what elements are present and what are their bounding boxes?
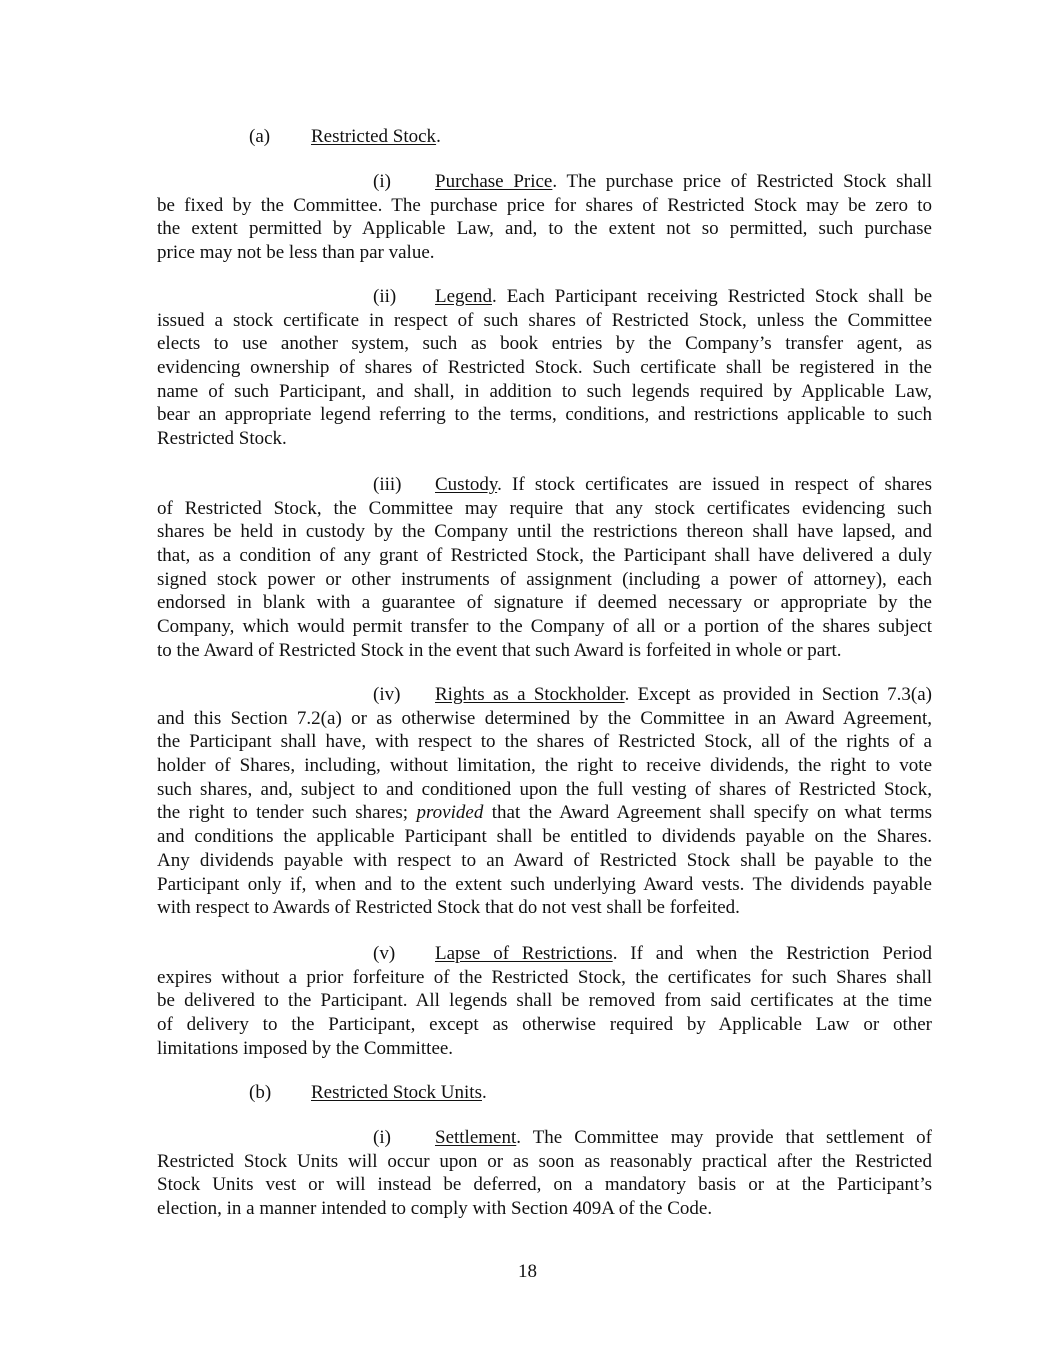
paragraph-settlement [157,1126,932,1221]
paragraph-heading: Settlement [435,1127,517,1148]
paragraph-legend [157,285,932,451]
first-line [157,285,932,309]
text-segment: that the Award Agreement shall specify on what terms [483,802,933,824]
text-line: with respect to Awards of Restricted Stock that do not vest shall be forfeited. [157,897,740,919]
text-line: such shares, and, subject to and conditioned upon the full vesting of shares of Restricted Stock, [157,778,932,800]
section-title: Restricted Stock [311,126,437,147]
paragraph-text: . The Committee may provide that settlement of [516,1127,932,1148]
paragraph-number: (iv) [373,684,401,705]
text-line: bear an appropriate legend referring to the terms, conditions, and restrictions applicable to such [157,404,932,426]
section-b-heading [249,1081,487,1105]
section-number: (a) [249,126,271,147]
paragraph-purchase-price [157,170,932,265]
text-line: elects to use another system, such as book entries by the Company’s transfer agent, as [157,333,932,355]
text-line: Participant only if, when and to the extent such underlying Award vests. The dividends payable [157,873,932,895]
text-line: holder of Shares, including, without limitation, the right to receive dividends, the right to vote [157,755,932,777]
text-line: issued a stock certificate in respect of such shares of Restricted Stock, unless the Committee [157,309,932,331]
section-number: (b) [249,1082,272,1103]
paragraph-heading: Purchase Price [435,171,553,192]
text-line: name of such Participant, and shall, in addition to such legends required by Applicable Law, [157,380,932,402]
text-line: of Restricted Stock, the Committee may require that any stock certificates evidencing such [157,497,932,519]
paragraph-number: (ii) [373,286,397,307]
text-line: to the Award of Restricted Stock in the event that such Award is forfeited in whole or part. [157,639,842,661]
paragraph-custody [157,473,932,663]
italic-text: provided [416,802,484,824]
paragraph-text: . If stock certificates are issued in respect of shares [497,474,932,495]
text-line: election, in a manner intended to comply with Section 409A of the Code. [157,1198,713,1220]
text-line: of delivery to the Participant, except as otherwise required by Applicable Law or other [157,1014,932,1036]
paragraph-number: (iii) [373,474,402,495]
text-line: the Participant shall have, with respect to the shares of Restricted Stock, all of the rights of a [157,731,932,753]
paragraph-text: . Each Participant receiving Restricted Stock shall be [491,286,932,307]
first-line [157,683,932,707]
punctuation: . [436,126,441,147]
text-line [157,801,932,825]
text-line: Company, which would permit transfer to the Company of all or a portion of the shares subject [157,616,932,638]
text-line: Restricted Stock Units will occur upon or as soon as reasonably practical after the Restricted [157,1150,932,1172]
text-line: the extent permitted by Applicable Law, and, to the extent not so permitted, such purchase [157,218,932,240]
text-line: be delivered to the Participant. All legends shall be removed from said certificates at the time [157,990,932,1012]
paragraph-number: (i) [373,1127,391,1148]
text-line: and conditions the applicable Participant shall be entitled to dividends payable on the Shares. [157,826,932,848]
text-line: that, as a condition of any grant of Restricted Stock, the Participant shall have delivered a duly [157,545,932,567]
text-line: Restricted Stock. [157,428,287,450]
paragraph-heading: Rights as a Stockholder [435,684,625,705]
first-line [157,942,932,966]
text-line: price may not be less than par value. [157,242,435,264]
paragraph-heading: Legend [435,286,492,307]
text-line: shares be held in custody by the Company until the restrictions thereon shall have lapsed, and [157,521,932,543]
paragraph-text: . Except as provided in Section 7.3(a) [624,684,932,705]
paragraph-text: . The purchase price of Restricted Stock shall [552,171,932,192]
paragraph-lapse-of-restrictions [157,942,932,1060]
text-line: Stock Units vest or will instead be deferred, on a mandatory basis or at the Participant’s [157,1174,932,1196]
paragraph-text: . If and when the Restriction Period [612,943,933,964]
text-line: endorsed in blank with a guarantee of signature if deemed necessary or appropriate by the [157,592,932,614]
section-a-heading [249,125,441,149]
text-line: and this Section 7.2(a) or as otherwise determined by the Committee in an Award Agreement, [157,707,932,729]
paragraph-number: (i) [373,171,391,192]
paragraph-rights-as-stockholder [157,683,932,920]
first-line [157,473,932,497]
punctuation: . [481,1082,487,1103]
first-line [157,170,932,194]
paragraph-heading: Lapse of Restrictions [435,943,613,964]
section-title: Restricted Stock Units [311,1082,482,1103]
paragraph-number: (v) [373,943,396,964]
text-line: signed stock power or other instruments of assignment (including a power of attorney), each [157,568,932,590]
first-line [157,1126,932,1150]
text-line: expires without a prior forfeiture of the Restricted Stock, the certificates for such Shares shall [157,966,932,988]
paragraph-heading: Custody [435,474,498,495]
text-line: be fixed by the Committee. The purchase price for shares of Restricted Stock may be zero to [157,194,932,216]
page-number: 18 [518,1261,537,1282]
text-line: limitations imposed by the Committee. [157,1037,454,1059]
text-segment: the right to tender such shares; [157,802,417,824]
text-line: Any dividends payable with respect to an Award of Restricted Stock shall be payable to the [157,849,932,871]
text-line: evidencing ownership of shares of Restricted Stock. Such certificate shall be registered in the [157,357,932,379]
